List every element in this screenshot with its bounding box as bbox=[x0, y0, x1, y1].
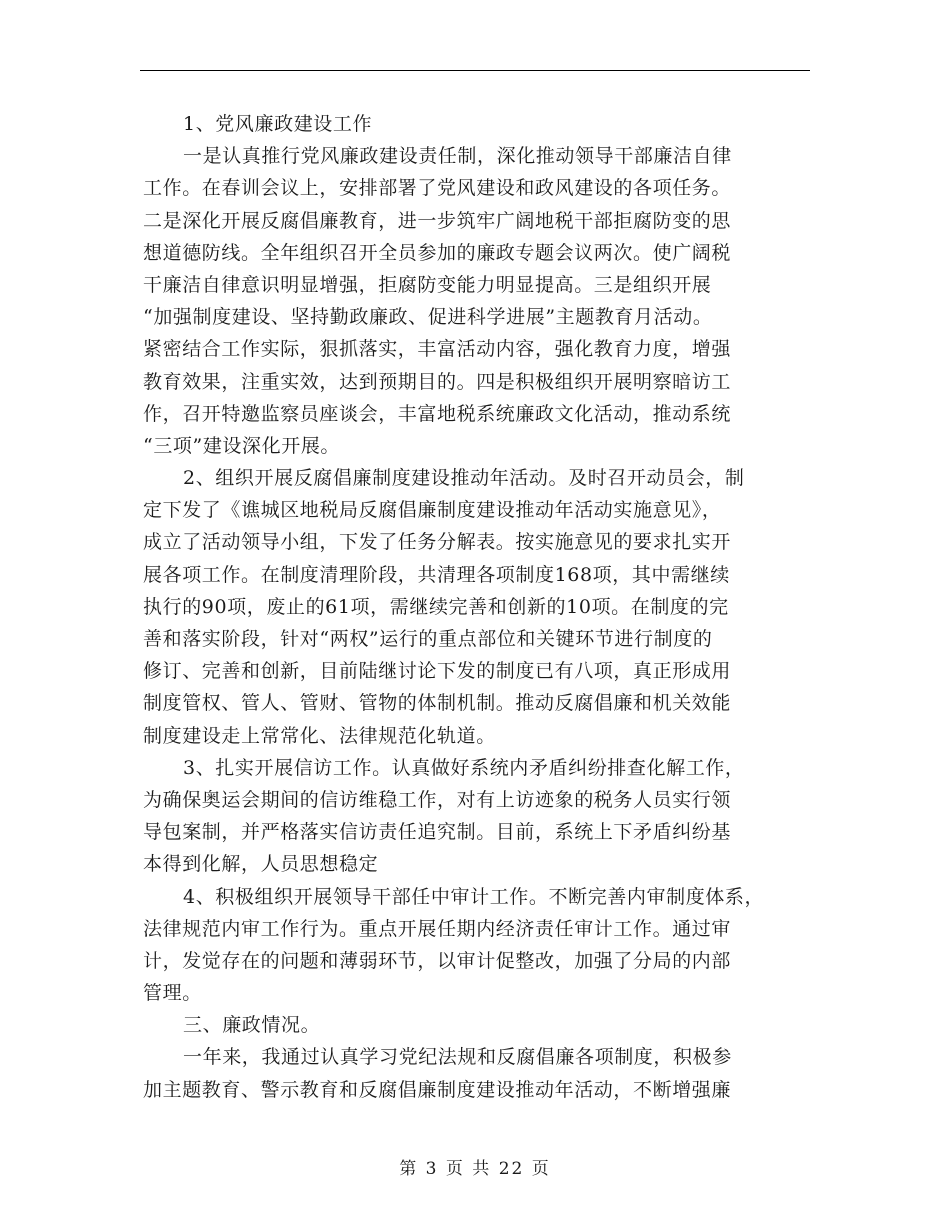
paragraph-line: 导包案制，并严格落实信访责任追究制。目前，系统上下矛盾纠纷基 bbox=[143, 821, 732, 844]
paragraph-line: 法律规范内审工作行为。重点开展任期内经济责任审计工作。通过审 bbox=[143, 917, 732, 940]
paragraph-line: 计，发觉存在的问题和薄弱环节，以审计促整改，加强了分局的内部 bbox=[143, 949, 732, 972]
paragraph-line: 为确保奥运会期间的信访维稳工作，对有上访迹象的税务人员实行领 bbox=[143, 788, 732, 811]
paragraph-line: “三项”建设深化开展。 bbox=[143, 434, 341, 457]
paragraph-line: 加主题教育、警示教育和反腐倡廉制度建设推动年活动，不断增强廉 bbox=[143, 1078, 732, 1101]
paragraph-line: 制度管权、管人、管财、管物的体制机制。推动反腐倡廉和机关效能 bbox=[143, 692, 732, 715]
paragraph-line: 工作。在春训会议上，安排部署了党风建设和政风建设的各项任务。 bbox=[143, 177, 732, 200]
paragraph-line: 作，召开特邀监察员座谈会，丰富地税系统廉政文化活动，推动系统 bbox=[143, 402, 732, 425]
paragraph-line: 紧密结合工作实际，狠抓落实，丰富活动内容，强化教育力度，增强 bbox=[143, 338, 732, 361]
paragraph-line: 2、组织开展反腐倡廉制度建设推动年活动。及时召开动员会，制 bbox=[183, 467, 745, 490]
header-rule bbox=[140, 70, 810, 71]
page-number-footer: 第 3 页 共 22 页 bbox=[399, 1159, 551, 1179]
paragraph-line: 本得到化解，人员思想稳定 bbox=[143, 853, 379, 876]
paragraph-line: 二是深化开展反腐倡廉教育，进一步筑牢广阔地税干部拒腐防变的思 bbox=[143, 209, 732, 232]
paragraph-line: 成立了活动领导小组，下发了任务分解表。按实施意见的要求扎实开 bbox=[143, 531, 732, 554]
paragraph-line: 善和落实阶段，针对“两权”运行的重点部位和关键环节进行制度的 bbox=[143, 628, 713, 650]
paragraph-line: 4、积极组织开展领导干部任中审计工作。不断完善内审制度体系， bbox=[183, 885, 765, 908]
paragraph-line: “加强制度建设、坚持勤政廉政、促进科学进展”主题教育月活动。 bbox=[143, 306, 713, 329]
paragraph-line: 修订、完善和创新，目前陆继讨论下发的制度已有八项，真正形成用 bbox=[143, 660, 732, 683]
section-heading: 1、党风廉政建设工作 bbox=[183, 113, 373, 135]
document-body bbox=[143, 108, 813, 1106]
paragraph-line: 教育效果，注重实效，达到预期目的。四是积极组织开展明察暗访工 bbox=[143, 370, 732, 393]
paragraph-line: 制度建设走上常常化、法律规范化轨道。 bbox=[143, 724, 496, 747]
paragraph-line: 3、扎实开展信访工作。认真做好系统内矛盾纠纷排查化解工作， bbox=[183, 756, 745, 779]
paragraph-line: 执行的90项，废止的61项，需继续完善和创新的10项。在制度的完 bbox=[143, 595, 729, 618]
section-heading: 三、廉政情况。 bbox=[183, 1014, 321, 1037]
paragraph-line: 定下发了《谯城区地税局反腐倡廉制度建设推动年活动实施意见》， bbox=[143, 499, 722, 522]
paragraph-line: 一是认真推行党风廉政建设责任制，深化推动领导干部廉洁自律 bbox=[183, 145, 732, 168]
paragraph-line: 管理。 bbox=[143, 982, 202, 1005]
paragraph-line: 一年来，我通过认真学习党纪法规和反腐倡廉各项制度，积极参 bbox=[183, 1046, 732, 1069]
paragraph-line: 干廉洁自律意识明显增强，拒腐防变能力明显提高。三是组织开展 bbox=[143, 273, 712, 296]
paragraph-line: 想道德防线。全年组织召开全员参加的廉政专题会议两次。使广阔税 bbox=[143, 241, 732, 264]
paragraph-line: 展各项工作。在制度清理阶段，共清理各项制度168项，其中需继续 bbox=[143, 563, 730, 586]
